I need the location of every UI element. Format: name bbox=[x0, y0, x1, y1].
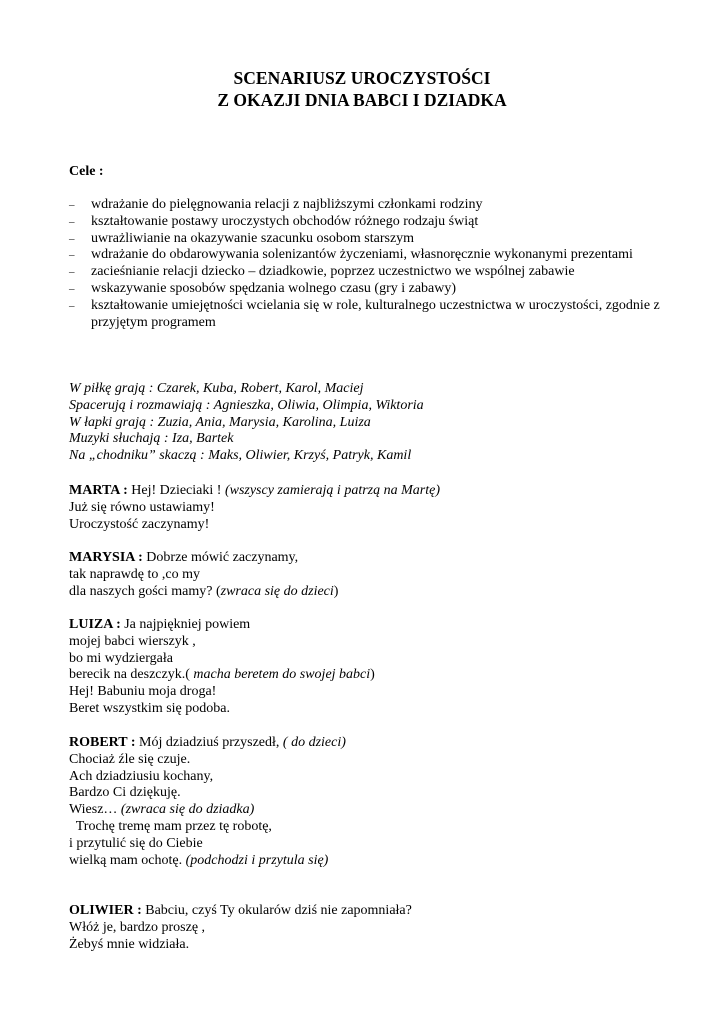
dialogue-line: berecik na deszczyk.( macha beretem do swojej babci) bbox=[69, 667, 375, 683]
dialogue-line: ROBERT : Mój dziadziuś przyszedł, ( do dzieci) bbox=[69, 735, 346, 750]
goals-list bbox=[69, 197, 669, 331]
dialogue-line: tak naprawdę to ,co my bbox=[69, 566, 201, 582]
dialogue-line: Wiesz… (zwraca się do dziadka) bbox=[69, 802, 255, 818]
dialogue-line: wielką mam ochotę. (podchodzi i przytula się) bbox=[69, 852, 329, 868]
dialogue-line: Trochę tremę mam przez tę robotę, bbox=[69, 818, 272, 834]
dialogue-line: dla naszych gości mamy? (zwraca się do dzieci) bbox=[69, 583, 339, 599]
goal-item: – wskazywanie sposobów spędzania wolnego czasu (gry i zabawy) bbox=[69, 280, 457, 296]
goals-heading: Cele : bbox=[69, 164, 104, 179]
stage-direction: ( do dzieci) bbox=[282, 735, 346, 750]
speaker-name: LUIZA : bbox=[69, 617, 121, 632]
dialogue-line: Beret wszystkim się podoba. bbox=[69, 700, 230, 716]
dialogue-line: MARYSIA : Dobrze mówić zaczynamy, bbox=[69, 550, 299, 565]
dash-bullet-icon: – bbox=[69, 299, 75, 312]
stage-direction: macha beretem do swojej babci bbox=[193, 667, 371, 683]
dialogue-line: LUIZA : Ja najpiękniej powiem bbox=[69, 617, 251, 632]
dialogue-line: Już się równo ustawiamy! bbox=[69, 499, 215, 515]
speaker-name: OLIWIER : bbox=[69, 903, 142, 918]
dialogue-line: i przytulić się do Ciebie bbox=[69, 835, 203, 851]
goal-item: – wdrażanie do obdarowywania solenizantów życzeniami, własnoręcznie wykonanymi prezentami bbox=[69, 247, 633, 263]
goal-item: – uwrażliwianie na okazywanie szacunku osobom starszym bbox=[69, 230, 415, 246]
cast-line: W łapki grają : Zuzia, Ania, Marysia, Karolina, Luiza bbox=[69, 414, 371, 430]
speaker-name: ROBERT : bbox=[69, 735, 136, 750]
dialogue-line: Bardzo Ci dziękuję. bbox=[69, 785, 181, 801]
stage-direction: zwraca się do dzieci bbox=[220, 583, 334, 599]
page-title bbox=[0, 67, 724, 111]
dialogue-robert bbox=[69, 735, 689, 869]
dialogue-line: Żebyś mnie widziała. bbox=[69, 936, 190, 952]
dialogue-line: Hej! Babuniu moja droga! bbox=[69, 684, 217, 700]
dialogue-line: mojej babci wierszyk , bbox=[69, 633, 196, 649]
dash-bullet-icon: – bbox=[69, 199, 75, 211]
dialogue-line: Włóż je, bardzo proszę , bbox=[69, 919, 206, 935]
dialogue-luiza bbox=[69, 617, 689, 718]
speaker-name: MARYSIA : bbox=[69, 550, 143, 565]
dialogue-line: bo mi wydziergała bbox=[69, 650, 173, 666]
dialogue-line: Ach dziadziusiu kochany, bbox=[69, 768, 214, 784]
dialogue-line: Chociaż źle się czuje. bbox=[69, 751, 191, 767]
speaker-name: MARTA : bbox=[69, 483, 128, 498]
title-line-2: Z OKAZJI DNIA BABCI I DZIADKA bbox=[217, 90, 507, 110]
dialogue-oliwier bbox=[69, 903, 689, 953]
cast-line: Na „chodniku” skaczą : Maks, Oliwier, Krzyś, Patryk, Kamil bbox=[69, 448, 412, 464]
dialogue-line: Uroczystość zaczynamy! bbox=[69, 516, 210, 532]
stage-direction: (zwraca się do dziadka) bbox=[120, 802, 255, 818]
dialogue-marysia bbox=[69, 550, 689, 600]
cast-line: Muzyki słuchają : Iza, Bartek bbox=[69, 431, 234, 447]
dialogue-marta bbox=[69, 483, 689, 533]
dialogue-line: MARTA : Hej! Dzieciaki ! (wszyscy zamierają i patrzą na Martę) bbox=[69, 483, 440, 498]
stage-direction: (podchodzi i przytula się) bbox=[185, 852, 329, 868]
goal-item: – wdrażanie do pielęgnowania relacji z najbliższymi członkami rodziny bbox=[69, 197, 483, 212]
dash-bullet-icon: – bbox=[69, 215, 75, 228]
dash-bullet-icon: – bbox=[69, 282, 75, 295]
dialogue-line: OLIWIER : Babciu, czyś Ty okularów dziś nie zapomniała? bbox=[69, 903, 412, 918]
title-line-1: SCENARIUSZ UROCZYSTOŚCI bbox=[233, 68, 491, 88]
cast-line: Spacerują i rozmawiają : Agnieszka, Oliwia, Olimpia, Wiktoria bbox=[69, 397, 424, 413]
cast-line: W piłkę grają : Czarek, Kuba, Robert, Karol, Maciej bbox=[69, 381, 364, 396]
cast-list bbox=[69, 381, 669, 465]
dash-bullet-icon: – bbox=[69, 249, 75, 262]
goal-item: – kształtowanie postawy uroczystych obchodów różnego rodzaju świąt bbox=[69, 213, 479, 229]
dash-bullet-icon: – bbox=[69, 232, 75, 245]
dash-bullet-icon: – bbox=[69, 266, 75, 279]
goal-item: – kształtowanie umiejętności wcielania się w role, kulturalnego uczestnictwa w uroczystości, zgodnie z przyjętym programem bbox=[69, 297, 660, 330]
stage-direction: (wszyscy zamierają i patrzą na Martę) bbox=[224, 483, 440, 498]
goal-item: – zacieśnianie relacji dziecko – dziadkowie, poprzez uczestnictwo we wspólnej zabawie bbox=[69, 264, 575, 280]
